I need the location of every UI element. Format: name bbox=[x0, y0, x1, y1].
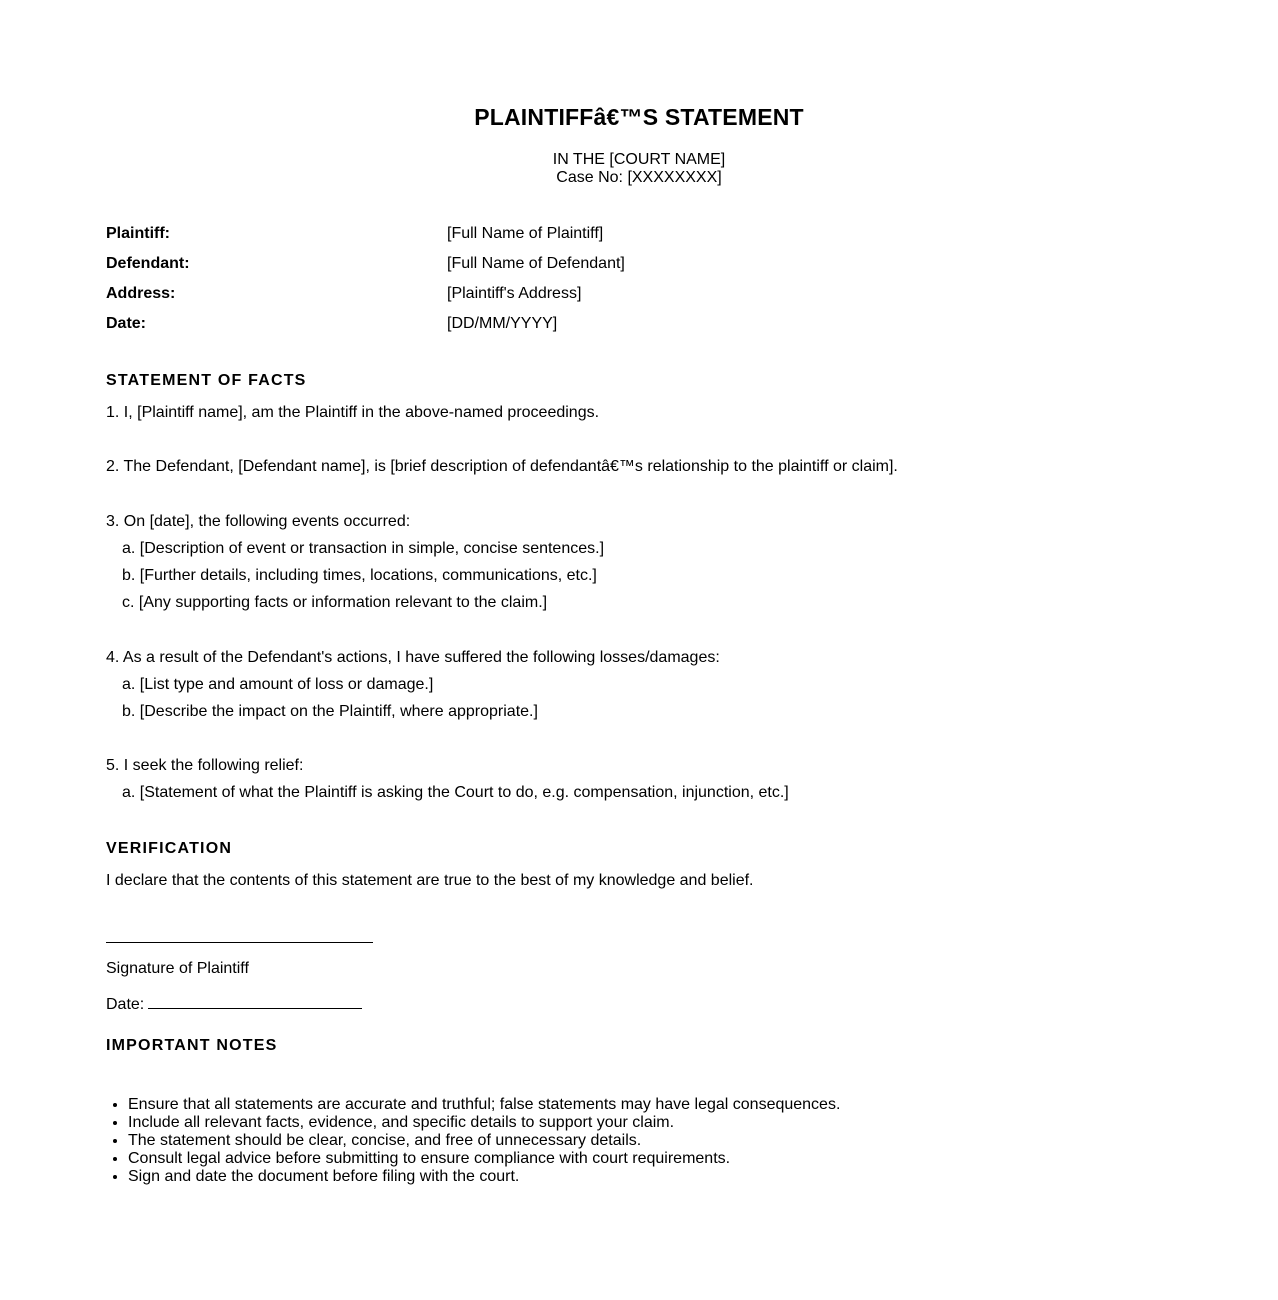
date-line bbox=[148, 994, 362, 1009]
fact-paragraph-4: 4. As a result of the Defendant's actions, I have suffered the following losses/damages: bbox=[106, 649, 720, 666]
party-row-date bbox=[106, 315, 1006, 337]
party-value: [DD/MM/YYYY] bbox=[447, 315, 558, 332]
case-number-line: Case No: [XXXXXXXX] bbox=[556, 169, 722, 186]
fact-subitem: a. [Description of event or transaction in simple, concise sentences.] bbox=[122, 540, 605, 557]
party-value: [Full Name of Plaintiff] bbox=[447, 225, 604, 242]
fact-paragraph-2: 2. The Defendant, [Defendant name], is [brief description of defendantâ€™s relationship to the plaintiff or claim]. bbox=[106, 458, 898, 475]
list-item: • Include all relevant facts, evidence, and specific details to support your claim. bbox=[128, 1114, 840, 1132]
list-item: • The statement should be clear, concise, and free of unnecessary details. bbox=[128, 1132, 840, 1150]
party-row-plaintiff bbox=[106, 225, 1006, 247]
fact-subitem: a. [List type and amount of loss or damage.] bbox=[122, 676, 434, 693]
fact-paragraph-3: 3. On [date], the following events occurred: bbox=[106, 513, 411, 530]
facts-heading: STATEMENT OF FACTS bbox=[106, 372, 307, 389]
fact-paragraph-5: 5. I seek the following relief: bbox=[106, 757, 304, 774]
party-row-defendant bbox=[106, 255, 1006, 277]
party-label: Date: bbox=[106, 315, 147, 332]
fact-subitem: b. [Further details, including times, locations, communications, etc.] bbox=[122, 567, 597, 584]
notes-heading: IMPORTANT NOTES bbox=[106, 1037, 278, 1054]
verification-text: I declare that the contents of this statement are true to the best of my knowledge and belief. bbox=[106, 872, 754, 889]
list-item: • Ensure that all statements are accurate and truthful; false statements may have legal consequences. bbox=[128, 1096, 840, 1114]
party-value: [Plaintiff's Address] bbox=[447, 285, 582, 302]
party-label: Defendant: bbox=[106, 255, 190, 272]
document-title: PLAINTIFFâ€™S STATEMENT bbox=[474, 104, 804, 130]
party-value: [Full Name of Defendant] bbox=[447, 255, 625, 272]
signature-line bbox=[106, 942, 373, 943]
signature-date-label: Date: bbox=[106, 996, 145, 1013]
signature-date-row bbox=[106, 994, 362, 1014]
list-item: • Sign and date the document before filing with the court. bbox=[128, 1168, 840, 1186]
fact-subitem: a. [Statement of what the Plaintiff is asking the Court to do, e.g. compensation, injunction, etc.] bbox=[122, 784, 789, 801]
verification-heading: VERIFICATION bbox=[106, 840, 233, 857]
fact-subitem: c. [Any supporting facts or information relevant to the claim.] bbox=[122, 594, 548, 611]
list-item: • Consult legal advice before submitting to ensure compliance with court requirements. bbox=[128, 1150, 840, 1168]
fact-paragraph-1: 1. I, [Plaintiff name], am the Plaintiff in the above-named proceedings. bbox=[106, 404, 600, 421]
signature-label: Signature of Plaintiff bbox=[106, 960, 249, 977]
notes-list bbox=[106, 1096, 840, 1186]
party-label: Address: bbox=[106, 285, 176, 302]
party-label: Plaintiff: bbox=[106, 225, 170, 242]
court-line: IN THE [COURT NAME] bbox=[552, 151, 726, 168]
party-row-address bbox=[106, 285, 1006, 307]
fact-subitem: b. [Describe the impact on the Plaintiff, where appropriate.] bbox=[122, 703, 538, 720]
